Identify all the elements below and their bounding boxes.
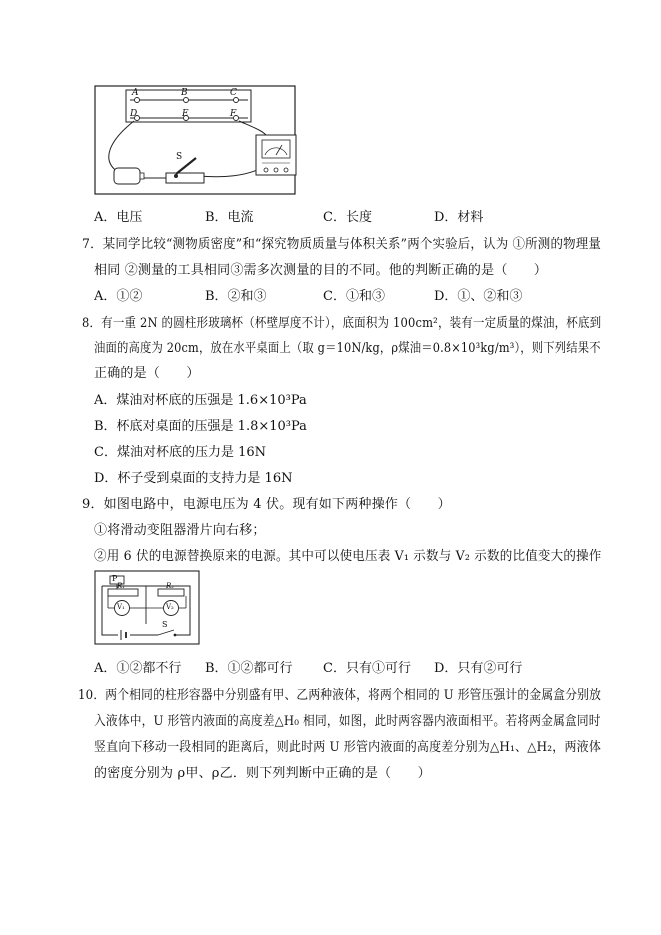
q8-option-a: A．煤油对杯底的压强是 1.6×10³Pa xyxy=(94,393,307,408)
q9-option-c: C．只有①可行 xyxy=(323,661,411,676)
label-a: A xyxy=(132,88,139,98)
circuit-label-v2: V₂ xyxy=(166,603,174,611)
q8-line-1: 8．有一重 2N 的圆柱形玻璃杯（杯壁厚度不计），底面积为 100cm²，装有一定质量的煤油，杯底到 xyxy=(82,316,602,331)
circuit-label-p: P xyxy=(112,574,118,583)
q9-option-a: A．①②都不行 xyxy=(94,661,182,676)
circuit-label-r2: R₂ xyxy=(166,582,175,590)
label-e: E xyxy=(182,109,189,119)
q8-line-2: 油面的高度为 20cm，放在水平桌面上（取 g＝10N/kg，ρ煤油＝0.8×10³kg/m³），则下列结果不 xyxy=(94,341,601,356)
q8-option-b: B．杯底对桌面的压强是 1.8×10³Pa xyxy=(94,419,307,434)
q10-line-4: 的密度分别为 ρ甲、ρ乙．则下列判断中正确的是（ ） xyxy=(94,766,431,781)
q7-option-a: A．①② xyxy=(94,289,143,304)
q6-option-a: A．电压 xyxy=(94,210,143,225)
q9-line-1: 9．如图电路中，电源电压为 4 伏。现有如下两种操作（ ） xyxy=(82,497,451,512)
label-f: F xyxy=(230,109,237,119)
q9-line-2: ①将滑动变阻器滑片向右移； xyxy=(94,523,266,538)
label-d: D xyxy=(130,109,138,119)
q10-line-1: 10．两个相同的柱形容器中分别盛有甲、乙两种液体，将两个相同的 U 形管压强计的金属盒分别放 xyxy=(78,688,602,703)
q7-option-c: C．①和③ xyxy=(323,289,385,304)
circuit-label-r1: R₁ xyxy=(117,582,126,590)
q7-line-1: 7．某同学比较“测物质密度”和“探究物质质量与体积关系”两个实验后，认为 ①所测的物理量 xyxy=(82,237,602,252)
q10-line-3: 竖直向下移动一段相同的距离后，则此时两 U 形管内液面的高度差分别为△H₁、△H₂，两液体 xyxy=(94,740,602,755)
label-b: B xyxy=(181,88,188,98)
q10-line-2: 入液体中，U 形管内液面的高度差△H₀ 相同，如图，此时两容器内液面相平。若将两金属盒同时 xyxy=(94,714,601,729)
q7-line-2: 相同 ②测量的工具相同③需多次测量的目的不同。他的判断正确的是（ ） xyxy=(94,263,548,278)
circuit-label-v1: V₁ xyxy=(117,603,125,611)
circuit-label-s: S xyxy=(162,620,168,629)
q6-option-c: C．长度 xyxy=(323,210,372,225)
q8-option-c: C．煤油对杯底的压力是 16N xyxy=(94,445,266,460)
q7-option-b: B．②和③ xyxy=(205,289,267,304)
label-c: C xyxy=(230,88,237,98)
q9-line-3: ②用 6 伏的电源替换原来的电源。其中可以使电压表 V₁ 示数与 V₂ 示数的比值变大的操作 xyxy=(94,549,602,564)
label-switch-s: S xyxy=(176,152,183,162)
q8-option-d: D．杯子受到桌面的支持力是 16N xyxy=(94,471,293,486)
q9-option-b: B．①②都可行 xyxy=(205,661,293,676)
q6-option-d: D．材料 xyxy=(434,210,484,225)
q8-line-3: 正确的是（ ） xyxy=(94,366,200,381)
q9-option-d: D．只有②可行 xyxy=(434,661,523,676)
q6-option-b: B．电流 xyxy=(205,210,254,225)
q7-option-d: D．①、②和③ xyxy=(434,289,523,304)
